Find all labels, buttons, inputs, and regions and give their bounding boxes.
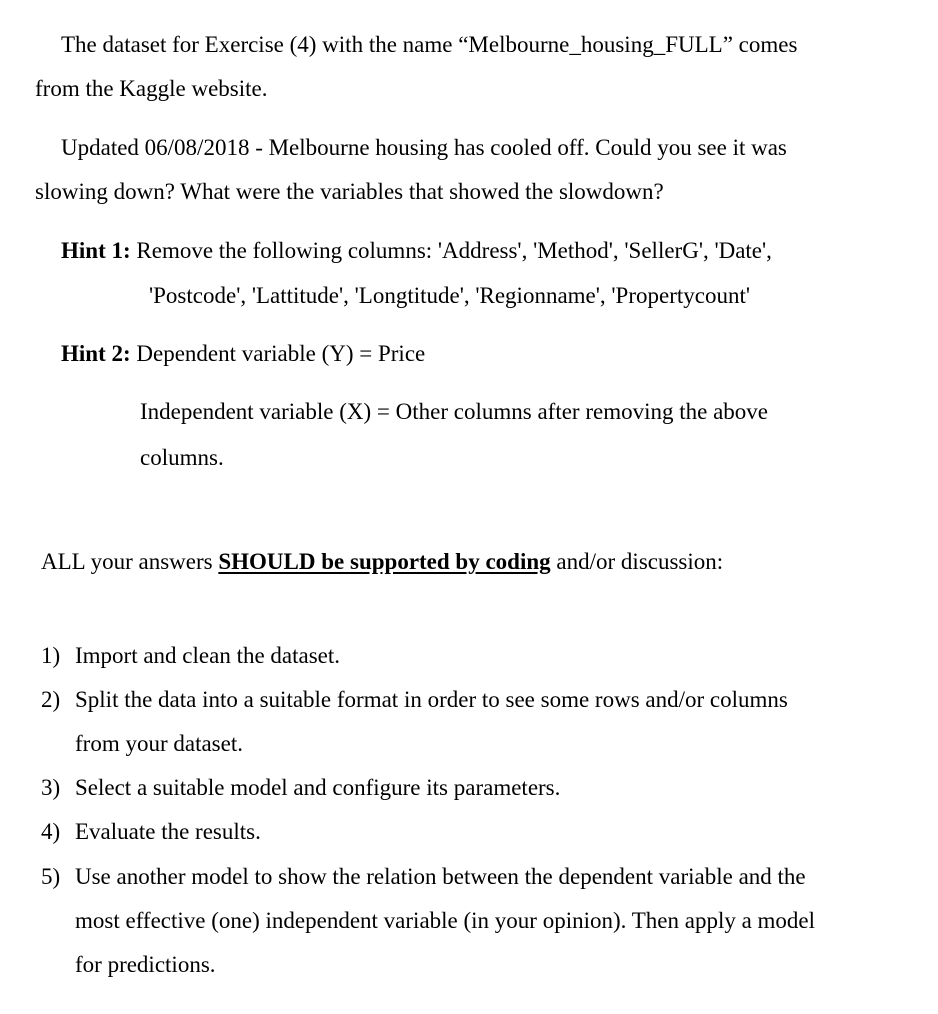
task-number-3: 3) (41, 775, 61, 800)
task-text-1: Import and clean the dataset. (75, 643, 341, 668)
hint-2-text-2-container (140, 398, 892, 426)
instruction (41, 548, 723, 576)
task-text-3: Select a suitable model and configure its parameters. (75, 775, 561, 800)
instruction-suffix: and/or discussion: (556, 549, 724, 574)
intro-line-1: The dataset for Exercise (4) with the name “Melbourne_housing_FULL” comes (61, 32, 798, 57)
task-text-5: Use another model to show the relation between the dependent variable and the (75, 864, 806, 889)
task-item-1 (41, 642, 340, 670)
hint-1-label: Hint 1: (61, 238, 131, 263)
task-item-2 (41, 686, 788, 714)
task-number-1: 1) (41, 643, 61, 668)
task-item-4 (41, 818, 261, 846)
hint-1 (61, 237, 772, 265)
update-line-1: Updated 06/08/2018 - Melbourne housing has cooled off. Could you see it was (61, 135, 787, 160)
task-text-5-cont-1: most effective (one) independent variable (in your opinion). Then apply a model (75, 908, 816, 933)
task-text-2: Split the data into a suitable format in order to see some rows and/or columns (75, 687, 788, 712)
hint-2-text-3: columns. (140, 445, 224, 470)
task-item-3 (41, 774, 560, 802)
task-text-5-cont-2: for predictions. (75, 952, 216, 977)
task-text-2-cont: from your dataset. (75, 731, 243, 756)
hint-2 (61, 340, 425, 368)
update-line-2: slowing down? What were the variables that showed the slowdown? (35, 179, 664, 204)
task-number-4: 4) (41, 819, 61, 844)
intro-line-2: from the Kaggle website. (35, 76, 268, 101)
instruction-emphasis: SHOULD be supported by coding (218, 549, 551, 574)
task-item-5 (41, 863, 806, 891)
hint-1-text-2: 'Postcode', 'Lattitude', 'Longtitude', 'Regionname', 'Propertycount' (149, 283, 750, 308)
instruction-prefix: ALL your answers (41, 549, 213, 574)
hint-2-text-2: Independent variable (X) = Other columns after removing the above (140, 399, 768, 424)
hint-1-text-1: Remove the following columns: 'Address', 'Method', 'SellerG', 'Date', (136, 238, 772, 263)
hint-2-label: Hint 2: (61, 341, 131, 366)
task-number-5: 5) (41, 864, 61, 889)
hint-2-text-1: Dependent variable (Y) = Price (136, 341, 426, 366)
task-text-4: Evaluate the results. (75, 819, 261, 844)
task-number-2: 2) (41, 687, 61, 712)
